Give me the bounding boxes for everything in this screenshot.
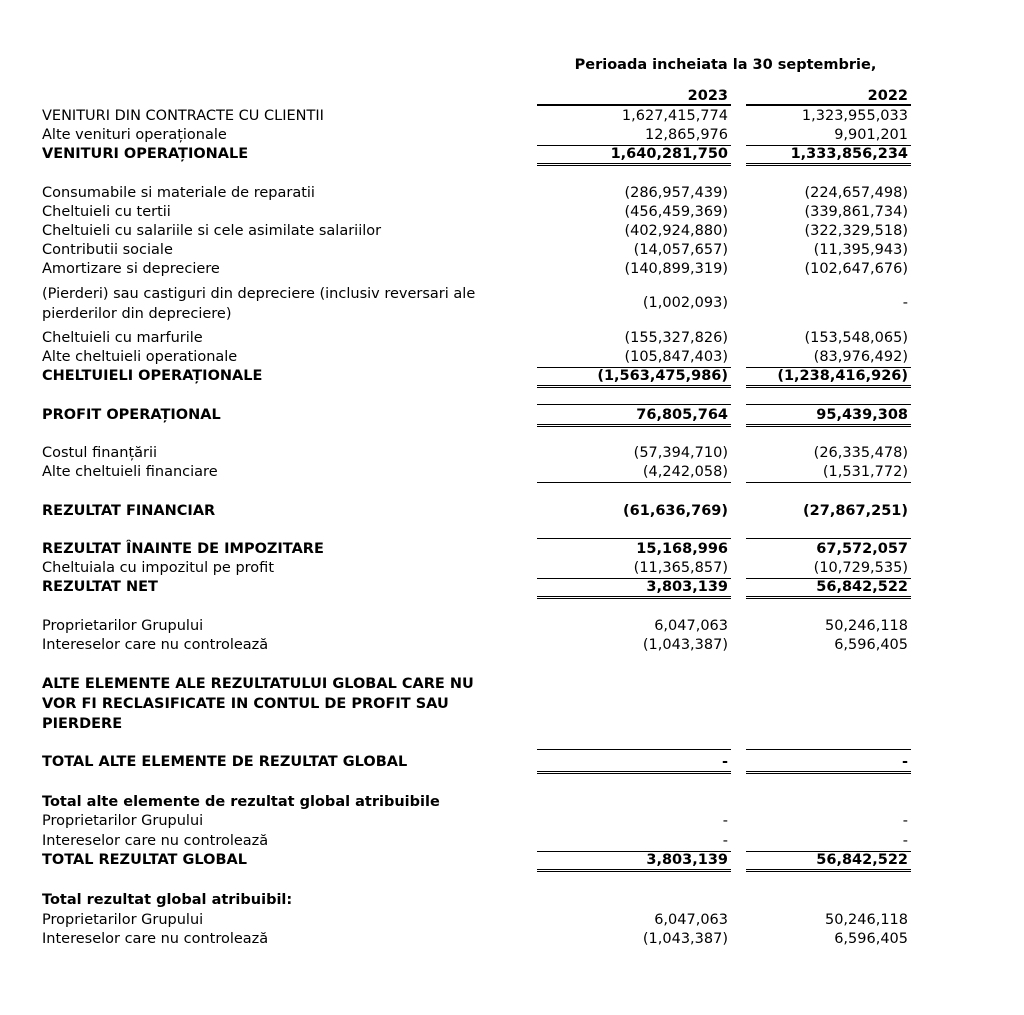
- section-heading: ALTE ELEMENTE ALE REZULTATULUI GLOBAL CARE NU VOR FI RECLASIFICATE IN CONTUL DE PROFIT SAU PIERDERE: [42, 676, 474, 732]
- value-2023: 3,803,139: [646, 852, 728, 868]
- total-double-rule: [746, 869, 911, 872]
- row-label: Proprietarilor Grupului: [42, 618, 204, 634]
- total-double-rule: [746, 385, 911, 388]
- value-2023: (155,327,826): [624, 330, 728, 346]
- value-2022: 95,439,308: [816, 407, 908, 423]
- value-2023: (61,636,769): [623, 503, 728, 519]
- value-2023: (1,043,387): [642, 637, 728, 653]
- row-label: Cheltuieli cu marfurile: [42, 330, 203, 346]
- row-label: TOTAL ALTE ELEMENTE DE REZULTAT GLOBAL: [42, 754, 408, 770]
- value-2022: -: [902, 295, 908, 311]
- period-header: Perioada incheiata la 30 septembrie,: [574, 57, 877, 73]
- total-double-rule: [537, 869, 731, 872]
- row-label: Amortizare si depreciere: [42, 261, 220, 277]
- row-label: Cheltuiala cu impozitul pe profit: [42, 560, 274, 576]
- value-2023: 1,627,415,774: [621, 108, 728, 124]
- value-2022: (1,531,772): [822, 464, 908, 480]
- subtotal-rule: [537, 482, 731, 483]
- subtotal-rule: [746, 749, 911, 750]
- year-rule-2023: [537, 105, 731, 106]
- value-2022: (339,861,734): [804, 204, 908, 220]
- row-label: Intereselor care nu controlează: [42, 931, 269, 947]
- value-2023: (1,002,093): [642, 295, 728, 311]
- value-2023: 12,865,976: [644, 127, 728, 143]
- total-double-rule: [746, 163, 911, 166]
- total-double-rule: [537, 163, 731, 166]
- value-2023: (57,394,710): [633, 445, 728, 461]
- total-double-rule: [537, 596, 731, 599]
- value-2023: (286,957,439): [624, 185, 728, 201]
- section-heading: Total rezultat global atribuibil:: [42, 892, 293, 908]
- year-2023: 2023: [687, 88, 728, 104]
- row-label: REZULTAT FINANCIAR: [42, 503, 216, 519]
- value-2023: 15,168,996: [636, 541, 728, 557]
- year-2022: 2022: [867, 88, 908, 104]
- value-2022: 56,842,522: [816, 579, 908, 595]
- row-label: Alte cheltuieli financiare: [42, 464, 218, 480]
- row-label: VENITURI DIN CONTRACTE CU CLIENTII: [42, 108, 324, 124]
- value-2023: (14,057,657): [633, 242, 728, 258]
- row-label: VENITURI OPERAȚIONALE: [42, 146, 249, 162]
- value-2022: 56,842,522: [816, 852, 908, 868]
- value-2023: 1,640,281,750: [610, 146, 728, 162]
- row-label: Intereselor care nu controlează: [42, 833, 269, 849]
- row-label: Alte cheltuieli operationale: [42, 349, 238, 365]
- value-2023: 3,803,139: [646, 579, 728, 595]
- value-2022: 50,246,118: [824, 912, 908, 928]
- value-2023: 76,805,764: [636, 407, 728, 423]
- value-2022: (1,238,416,926): [777, 368, 908, 384]
- row-label: Costul finanțării: [42, 445, 158, 461]
- value-2022: (26,335,478): [813, 445, 908, 461]
- section-heading: Total alte elemente de rezultat global atribuibile: [42, 794, 440, 810]
- row-label: Cheltuieli cu salariile si cele asimilate salariilor: [42, 223, 382, 239]
- row-label: (Pierderi) sau castiguri din depreciere (inclusiv reversari ale pierderilor din depreciere): [42, 286, 476, 322]
- value-2022: (10,729,535): [813, 560, 908, 576]
- value-2022: 6,596,405: [834, 931, 908, 947]
- value-2023: (1,043,387): [642, 931, 728, 947]
- row-label: Consumabile si materiale de reparatii: [42, 185, 315, 201]
- subtotal-rule: [537, 404, 731, 405]
- value-2022: (27,867,251): [803, 503, 908, 519]
- value-2023: (1,563,475,986): [597, 368, 728, 384]
- row-label: Alte venituri operaționale: [42, 127, 227, 143]
- row-label: TOTAL REZULTAT GLOBAL: [42, 852, 247, 868]
- value-2023: -: [722, 813, 728, 829]
- row-label: CHELTUIELI OPERAȚIONALE: [42, 368, 263, 384]
- value-2022: 1,323,955,033: [801, 108, 908, 124]
- subtotal-rule: [746, 404, 911, 405]
- subtotal-rule: [537, 749, 731, 750]
- total-double-rule: [746, 596, 911, 599]
- value-2023: (140,899,319): [624, 261, 728, 277]
- value-2023: (105,847,403): [624, 349, 728, 365]
- row-label: Cheltuieli cu tertii: [42, 204, 171, 220]
- row-label: REZULTAT NET: [42, 579, 158, 595]
- value-2022: (83,976,492): [813, 349, 908, 365]
- total-double-rule: [537, 771, 731, 774]
- subtotal-rule: [746, 538, 911, 539]
- value-2022: (224,657,498): [804, 185, 908, 201]
- value-2023: (456,459,369): [624, 204, 728, 220]
- value-2022: 67,572,057: [816, 541, 908, 557]
- value-2023: (4,242,058): [642, 464, 728, 480]
- value-2022: (11,395,943): [813, 242, 908, 258]
- row-label: REZULTAT ÎNAINTE DE IMPOZITARE: [42, 541, 324, 557]
- value-2022: -: [901, 754, 908, 770]
- value-2022: 1,333,856,234: [790, 146, 908, 162]
- value-2023: (11,365,857): [633, 560, 728, 576]
- total-double-rule: [537, 424, 731, 427]
- value-2022: 6,596,405: [834, 637, 908, 653]
- row-label: Intereselor care nu controlează: [42, 637, 269, 653]
- value-2022: 50,246,118: [824, 618, 908, 634]
- value-2022: -: [902, 813, 908, 829]
- value-2023: 6,047,063: [654, 618, 728, 634]
- row-label: Proprietarilor Grupului: [42, 912, 204, 928]
- value-2022: 9,901,201: [834, 127, 908, 143]
- value-2023: 6,047,063: [654, 912, 728, 928]
- total-double-rule: [746, 771, 911, 774]
- subtotal-rule: [537, 538, 731, 539]
- value-2022: -: [902, 833, 908, 849]
- row-label: PROFIT OPERAȚIONAL: [42, 407, 221, 423]
- value-2023: -: [722, 833, 728, 849]
- total-double-rule: [537, 385, 731, 388]
- value-2023: (402,924,880): [624, 223, 728, 239]
- row-label: Proprietarilor Grupului: [42, 813, 204, 829]
- value-2023: -: [721, 754, 728, 770]
- value-2022: (102,647,676): [804, 261, 908, 277]
- row-label: Contributii sociale: [42, 242, 173, 258]
- value-2022: (322,329,518): [804, 223, 908, 239]
- value-2022: (153,548,065): [804, 330, 908, 346]
- subtotal-rule: [746, 482, 911, 483]
- year-rule-2022: [746, 105, 911, 106]
- total-double-rule: [746, 424, 911, 427]
